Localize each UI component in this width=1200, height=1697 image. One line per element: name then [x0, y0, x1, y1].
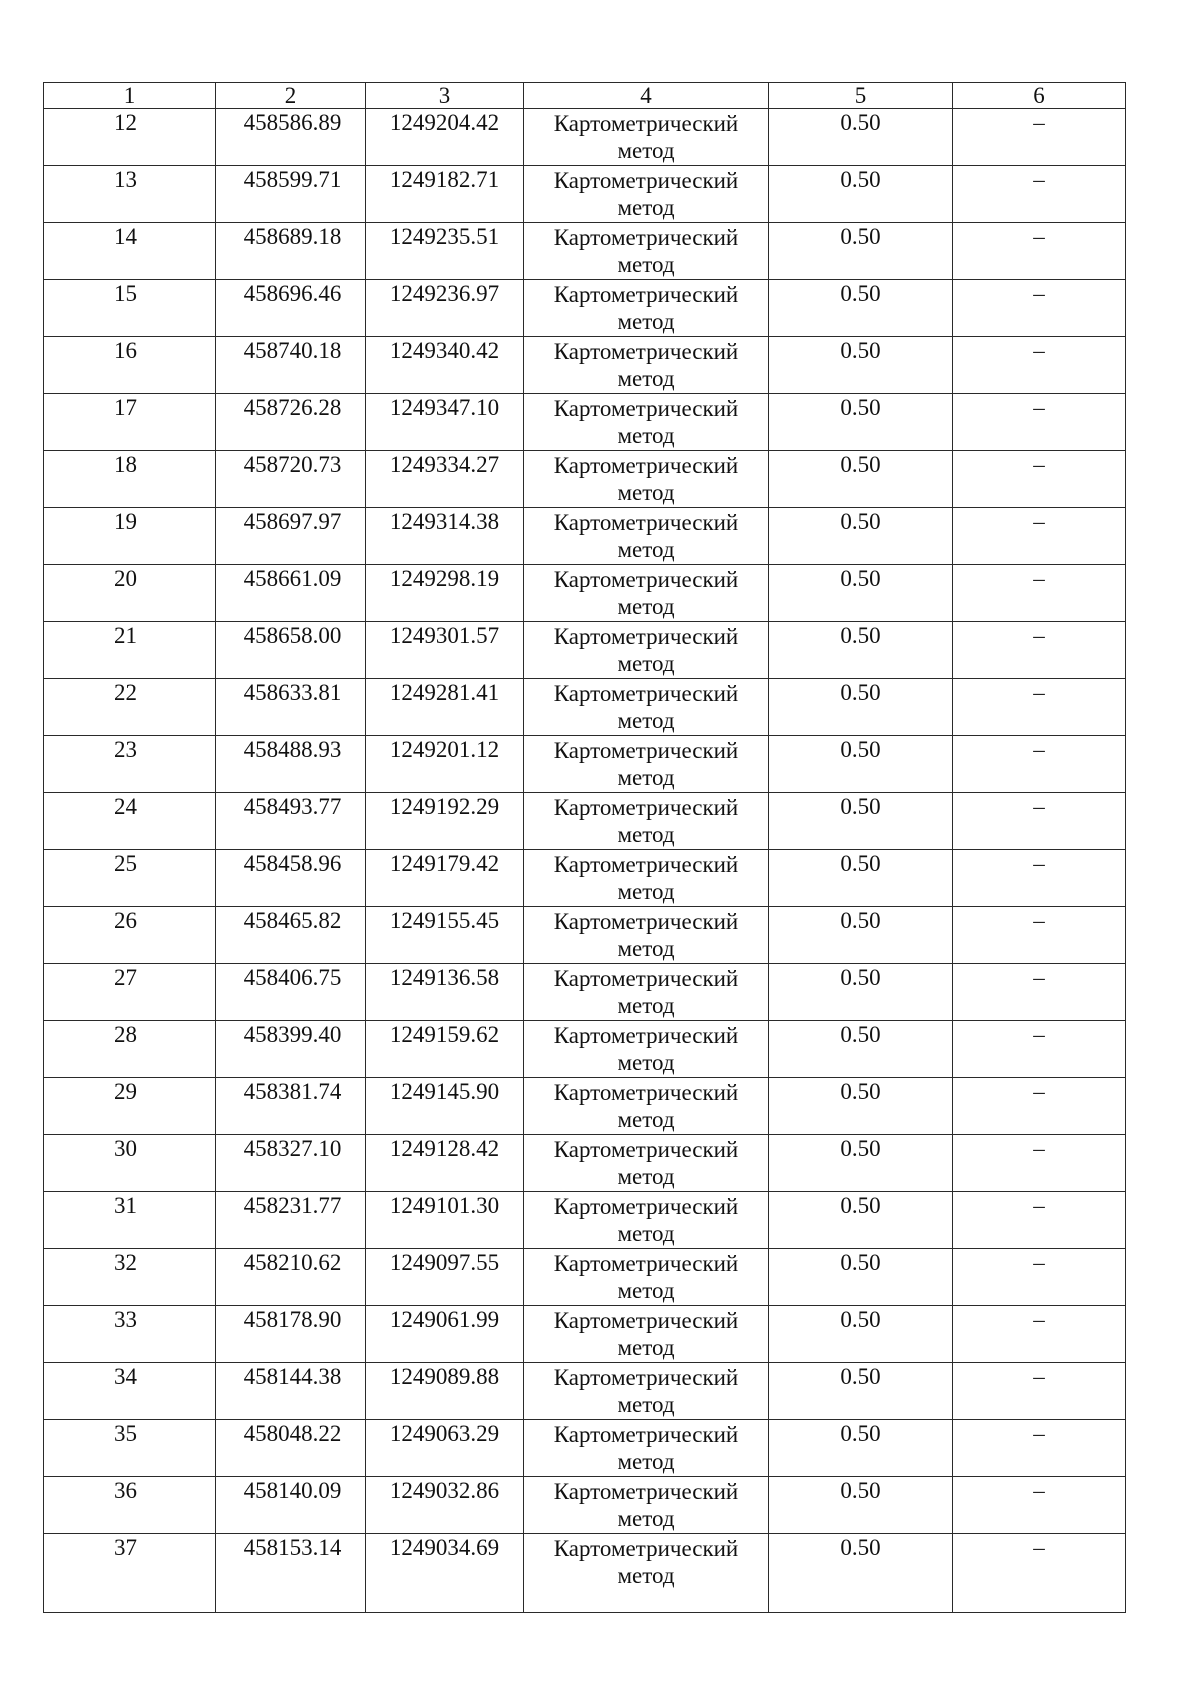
- method-cell: Картометрический метод: [524, 1021, 769, 1078]
- accuracy-cell: 0.50: [769, 1363, 953, 1420]
- method-cell: Картометрический метод: [524, 280, 769, 337]
- y-coordinate-cell: 1249235.51: [366, 223, 524, 280]
- y-coordinate-cell: 1249136.58: [366, 964, 524, 1021]
- method-cell: Картометрический метод: [524, 166, 769, 223]
- x-coordinate-cell: 458406.75: [216, 964, 366, 1021]
- point-number-cell: 13: [44, 166, 216, 223]
- table-row: [44, 109, 1126, 166]
- x-coordinate-cell: 458458.96: [216, 850, 366, 907]
- note-cell: –: [953, 1306, 1126, 1363]
- note-cell: –: [953, 1021, 1126, 1078]
- note-cell: –: [953, 1249, 1126, 1306]
- table-row: [44, 1249, 1126, 1306]
- point-number-cell: 14: [44, 223, 216, 280]
- note-cell: –: [953, 451, 1126, 508]
- table-row: [44, 223, 1126, 280]
- method-cell: Картометрический метод: [524, 1306, 769, 1363]
- table-row: [44, 1534, 1126, 1613]
- accuracy-cell: 0.50: [769, 394, 953, 451]
- point-number-cell: 20: [44, 565, 216, 622]
- x-coordinate-cell: 458381.74: [216, 1078, 366, 1135]
- x-coordinate-cell: 458488.93: [216, 736, 366, 793]
- x-coordinate-cell: 458399.40: [216, 1021, 366, 1078]
- table-row: [44, 565, 1126, 622]
- header-row: [44, 83, 1126, 109]
- table-row: [44, 1363, 1126, 1420]
- x-coordinate-cell: 458178.90: [216, 1306, 366, 1363]
- point-number-cell: 23: [44, 736, 216, 793]
- point-number-cell: 35: [44, 1420, 216, 1477]
- y-coordinate-cell: 1249145.90: [366, 1078, 524, 1135]
- point-number-cell: 17: [44, 394, 216, 451]
- table-body: [44, 109, 1126, 1613]
- table-row: [44, 166, 1126, 223]
- accuracy-cell: 0.50: [769, 1021, 953, 1078]
- method-cell: Картометрический метод: [524, 1420, 769, 1477]
- y-coordinate-cell: 1249159.62: [366, 1021, 524, 1078]
- accuracy-cell: 0.50: [769, 679, 953, 736]
- table-row: [44, 736, 1126, 793]
- method-cell: Картометрический метод: [524, 1078, 769, 1135]
- accuracy-cell: 0.50: [769, 1420, 953, 1477]
- point-number-cell: 30: [44, 1135, 216, 1192]
- note-cell: –: [953, 109, 1126, 166]
- column-header-6: 6: [953, 83, 1126, 109]
- accuracy-cell: 0.50: [769, 907, 953, 964]
- point-number-cell: 15: [44, 280, 216, 337]
- point-number-cell: 16: [44, 337, 216, 394]
- column-header-2: 2: [216, 83, 366, 109]
- point-number-cell: 12: [44, 109, 216, 166]
- accuracy-cell: 0.50: [769, 109, 953, 166]
- note-cell: –: [953, 679, 1126, 736]
- method-cell: Картометрический метод: [524, 793, 769, 850]
- table-row: [44, 451, 1126, 508]
- y-coordinate-cell: 1249179.42: [366, 850, 524, 907]
- table-row: [44, 280, 1126, 337]
- note-cell: –: [953, 1192, 1126, 1249]
- column-header-4: 4: [524, 83, 769, 109]
- method-cell: Картометрический метод: [524, 1249, 769, 1306]
- y-coordinate-cell: 1249101.30: [366, 1192, 524, 1249]
- x-coordinate-cell: 458726.28: [216, 394, 366, 451]
- y-coordinate-cell: 1249314.38: [366, 508, 524, 565]
- table-header: [44, 83, 1126, 109]
- point-number-cell: 33: [44, 1306, 216, 1363]
- y-coordinate-cell: 1249334.27: [366, 451, 524, 508]
- y-coordinate-cell: 1249128.42: [366, 1135, 524, 1192]
- x-coordinate-cell: 458720.73: [216, 451, 366, 508]
- point-number-cell: 22: [44, 679, 216, 736]
- x-coordinate-cell: 458210.62: [216, 1249, 366, 1306]
- note-cell: –: [953, 223, 1126, 280]
- accuracy-cell: 0.50: [769, 1192, 953, 1249]
- point-number-cell: 26: [44, 907, 216, 964]
- y-coordinate-cell: 1249032.86: [366, 1477, 524, 1534]
- table-row: [44, 394, 1126, 451]
- table-row: [44, 337, 1126, 394]
- method-cell: Картометрический метод: [524, 964, 769, 1021]
- y-coordinate-cell: 1249281.41: [366, 679, 524, 736]
- x-coordinate-cell: 458465.82: [216, 907, 366, 964]
- note-cell: –: [953, 1078, 1126, 1135]
- table-row: [44, 1477, 1126, 1534]
- table-row: [44, 679, 1126, 736]
- method-cell: Картометрический метод: [524, 736, 769, 793]
- y-coordinate-cell: 1249034.69: [366, 1534, 524, 1613]
- note-cell: –: [953, 280, 1126, 337]
- accuracy-cell: 0.50: [769, 508, 953, 565]
- accuracy-cell: 0.50: [769, 166, 953, 223]
- point-number-cell: 27: [44, 964, 216, 1021]
- method-cell: Картометрический метод: [524, 1534, 769, 1613]
- note-cell: –: [953, 166, 1126, 223]
- method-cell: Картометрический метод: [524, 1192, 769, 1249]
- point-number-cell: 24: [44, 793, 216, 850]
- column-header-1: 1: [44, 83, 216, 109]
- note-cell: –: [953, 1420, 1126, 1477]
- y-coordinate-cell: 1249097.55: [366, 1249, 524, 1306]
- y-coordinate-cell: 1249061.99: [366, 1306, 524, 1363]
- note-cell: –: [953, 565, 1126, 622]
- method-cell: Картометрический метод: [524, 223, 769, 280]
- table-row: [44, 1078, 1126, 1135]
- point-number-cell: 21: [44, 622, 216, 679]
- table-row: [44, 793, 1126, 850]
- accuracy-cell: 0.50: [769, 736, 953, 793]
- table-row: [44, 622, 1126, 679]
- method-cell: Картометрический метод: [524, 907, 769, 964]
- accuracy-cell: 0.50: [769, 793, 953, 850]
- method-cell: Картометрический метод: [524, 622, 769, 679]
- note-cell: –: [953, 508, 1126, 565]
- y-coordinate-cell: 1249089.88: [366, 1363, 524, 1420]
- x-coordinate-cell: 458327.10: [216, 1135, 366, 1192]
- point-number-cell: 29: [44, 1078, 216, 1135]
- y-coordinate-cell: 1249182.71: [366, 166, 524, 223]
- y-coordinate-cell: 1249192.29: [366, 793, 524, 850]
- method-cell: Картометрический метод: [524, 109, 769, 166]
- x-coordinate-cell: 458658.00: [216, 622, 366, 679]
- accuracy-cell: 0.50: [769, 337, 953, 394]
- y-coordinate-cell: 1249347.10: [366, 394, 524, 451]
- accuracy-cell: 0.50: [769, 964, 953, 1021]
- x-coordinate-cell: 458689.18: [216, 223, 366, 280]
- accuracy-cell: 0.50: [769, 1135, 953, 1192]
- x-coordinate-cell: 458661.09: [216, 565, 366, 622]
- method-cell: Картометрический метод: [524, 565, 769, 622]
- note-cell: –: [953, 964, 1126, 1021]
- y-coordinate-cell: 1249155.45: [366, 907, 524, 964]
- note-cell: –: [953, 394, 1126, 451]
- method-cell: Картометрический метод: [524, 508, 769, 565]
- note-cell: –: [953, 907, 1126, 964]
- x-coordinate-cell: 458697.97: [216, 508, 366, 565]
- method-cell: Картометрический метод: [524, 337, 769, 394]
- x-coordinate-cell: 458586.89: [216, 109, 366, 166]
- note-cell: –: [953, 850, 1126, 907]
- accuracy-cell: 0.50: [769, 1249, 953, 1306]
- point-number-cell: 31: [44, 1192, 216, 1249]
- method-cell: Картометрический метод: [524, 679, 769, 736]
- x-coordinate-cell: 458153.14: [216, 1534, 366, 1613]
- point-number-cell: 18: [44, 451, 216, 508]
- x-coordinate-cell: 458599.71: [216, 166, 366, 223]
- accuracy-cell: 0.50: [769, 565, 953, 622]
- table-row: [44, 964, 1126, 1021]
- accuracy-cell: 0.50: [769, 622, 953, 679]
- note-cell: –: [953, 1534, 1126, 1613]
- point-number-cell: 19: [44, 508, 216, 565]
- note-cell: –: [953, 1135, 1126, 1192]
- x-coordinate-cell: 458696.46: [216, 280, 366, 337]
- y-coordinate-cell: 1249236.97: [366, 280, 524, 337]
- method-cell: Картометрический метод: [524, 850, 769, 907]
- x-coordinate-cell: 458633.81: [216, 679, 366, 736]
- accuracy-cell: 0.50: [769, 1534, 953, 1613]
- table-row: [44, 850, 1126, 907]
- point-number-cell: 34: [44, 1363, 216, 1420]
- note-cell: –: [953, 793, 1126, 850]
- method-cell: Картометрический метод: [524, 394, 769, 451]
- point-number-cell: 32: [44, 1249, 216, 1306]
- x-coordinate-cell: 458493.77: [216, 793, 366, 850]
- y-coordinate-cell: 1249201.12: [366, 736, 524, 793]
- table-row: [44, 1306, 1126, 1363]
- y-coordinate-cell: 1249298.19: [366, 565, 524, 622]
- x-coordinate-cell: 458144.38: [216, 1363, 366, 1420]
- table-row: [44, 1420, 1126, 1477]
- method-cell: Картометрический метод: [524, 1477, 769, 1534]
- table-row: [44, 1135, 1126, 1192]
- point-number-cell: 28: [44, 1021, 216, 1078]
- point-number-cell: 25: [44, 850, 216, 907]
- x-coordinate-cell: 458140.09: [216, 1477, 366, 1534]
- note-cell: –: [953, 1477, 1126, 1534]
- note-cell: –: [953, 736, 1126, 793]
- point-number-cell: 36: [44, 1477, 216, 1534]
- note-cell: –: [953, 1363, 1126, 1420]
- y-coordinate-cell: 1249204.42: [366, 109, 524, 166]
- x-coordinate-cell: 458740.18: [216, 337, 366, 394]
- accuracy-cell: 0.50: [769, 223, 953, 280]
- x-coordinate-cell: 458231.77: [216, 1192, 366, 1249]
- accuracy-cell: 0.50: [769, 1306, 953, 1363]
- note-cell: –: [953, 337, 1126, 394]
- accuracy-cell: 0.50: [769, 1078, 953, 1135]
- accuracy-cell: 0.50: [769, 1477, 953, 1534]
- coordinates-table: [43, 82, 1126, 1613]
- table-row: [44, 1192, 1126, 1249]
- accuracy-cell: 0.50: [769, 451, 953, 508]
- table-row: [44, 907, 1126, 964]
- table-row: [44, 1021, 1126, 1078]
- y-coordinate-cell: 1249301.57: [366, 622, 524, 679]
- x-coordinate-cell: 458048.22: [216, 1420, 366, 1477]
- method-cell: Картометрический метод: [524, 1363, 769, 1420]
- accuracy-cell: 0.50: [769, 280, 953, 337]
- method-cell: Картометрический метод: [524, 451, 769, 508]
- note-cell: –: [953, 622, 1126, 679]
- column-header-5: 5: [769, 83, 953, 109]
- y-coordinate-cell: 1249063.29: [366, 1420, 524, 1477]
- point-number-cell: 37: [44, 1534, 216, 1613]
- column-header-3: 3: [366, 83, 524, 109]
- table-row: [44, 508, 1126, 565]
- y-coordinate-cell: 1249340.42: [366, 337, 524, 394]
- accuracy-cell: 0.50: [769, 850, 953, 907]
- method-cell: Картометрический метод: [524, 1135, 769, 1192]
